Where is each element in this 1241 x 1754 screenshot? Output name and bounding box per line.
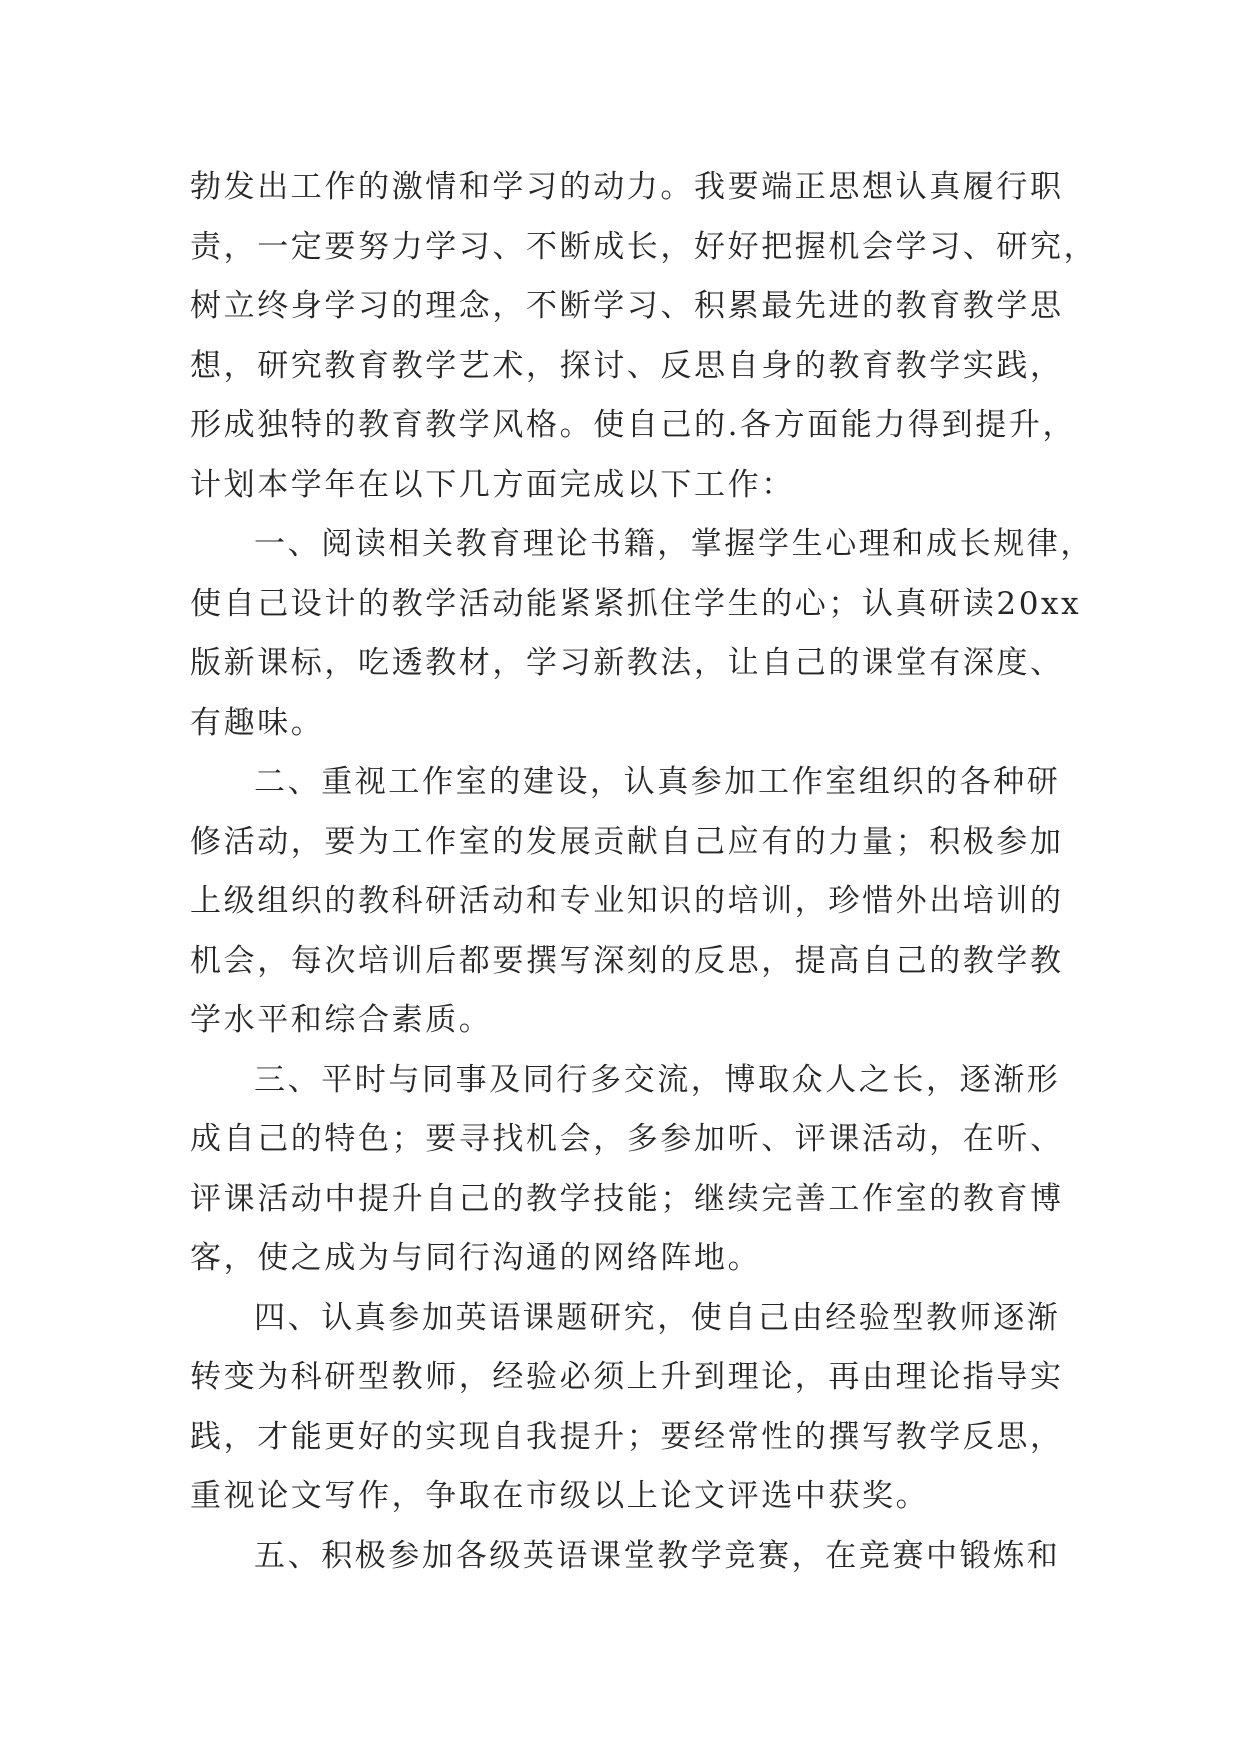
text-line: 想，研究教育教学艺术，探讨、反思自身的教育教学实践， xyxy=(190,347,1064,384)
text-line: 上级组织的教科研活动和专业知识的培训，珍惜外出培训的 xyxy=(190,883,1064,919)
text-line: 版新课标，吃透教材，学习新教法，让自己的课堂有深度、 xyxy=(190,645,1064,681)
text-line: 计划本学年在以下几方面完成以下工作： xyxy=(190,466,795,503)
text-line: 评课活动中提升自己的教学技能；继续完善工作室的教育博 xyxy=(190,1180,1064,1217)
text-line: 责，一定要努力学习、不断成长，好好把握机会学习、研究， xyxy=(190,228,1098,265)
text-line: 机会，每次培训后都要撰写深刻的反思，提高自己的教学教 xyxy=(190,942,1064,979)
paragraph-4-start: 四、认真参加英语课题研究，使自己由经验型教师逐渐 xyxy=(254,1299,1061,1336)
text-line: 客，使之成为与同行沟通的网络阵地。 xyxy=(190,1240,762,1276)
text-line: 转变为科研型教师，经验必须上升到理论，再由理论指导实 xyxy=(190,1359,1064,1395)
text-line: 形成独特的教育教学风格。使自己的.各方面能力得到提升， xyxy=(190,407,1077,443)
text-line: 成自己的特色；要寻找机会，多参加听、评课活动，在听、 xyxy=(190,1121,1064,1157)
paragraph-5-start: 五、积极参加各级英语课堂教学竞赛，在竞赛中锻炼和 xyxy=(254,1537,1061,1574)
text-line: 树立终身学习的理念，不断学习、积累最先进的教育教学思 xyxy=(190,288,1064,324)
text-line: 使自己设计的教学活动能紧紧抓住学生的心；认真研读20xx xyxy=(190,585,1082,622)
text-line: 重视论文写作，争取在市级以上论文评选中获奖。 xyxy=(190,1478,930,1514)
paragraph-2-start: 二、重视工作室的建设，认真参加工作室组织的各种研 xyxy=(254,764,1061,800)
text-line: 有趣味。 xyxy=(190,704,325,741)
text-line: 学水平和综合素质。 xyxy=(190,1002,493,1038)
text-line: 践，才能更好的实现自我提升；要经常性的撰写教学反思， xyxy=(190,1418,1064,1455)
text-line: 勃发出工作的激情和学习的动力。我要端正思想认真履行职 xyxy=(190,169,1064,205)
paragraph-1-start: 一、阅读相关教育理论书籍，掌握学生心理和成长规律， xyxy=(254,526,1094,562)
text-line: 修活动，要为工作室的发展贡献自己应有的力量；积极参加 xyxy=(190,823,1064,860)
document-body xyxy=(190,158,1098,1586)
paragraph-3-start: 三、平时与同事及同行多交流，博取众人之长，逐渐形 xyxy=(254,1061,1061,1098)
